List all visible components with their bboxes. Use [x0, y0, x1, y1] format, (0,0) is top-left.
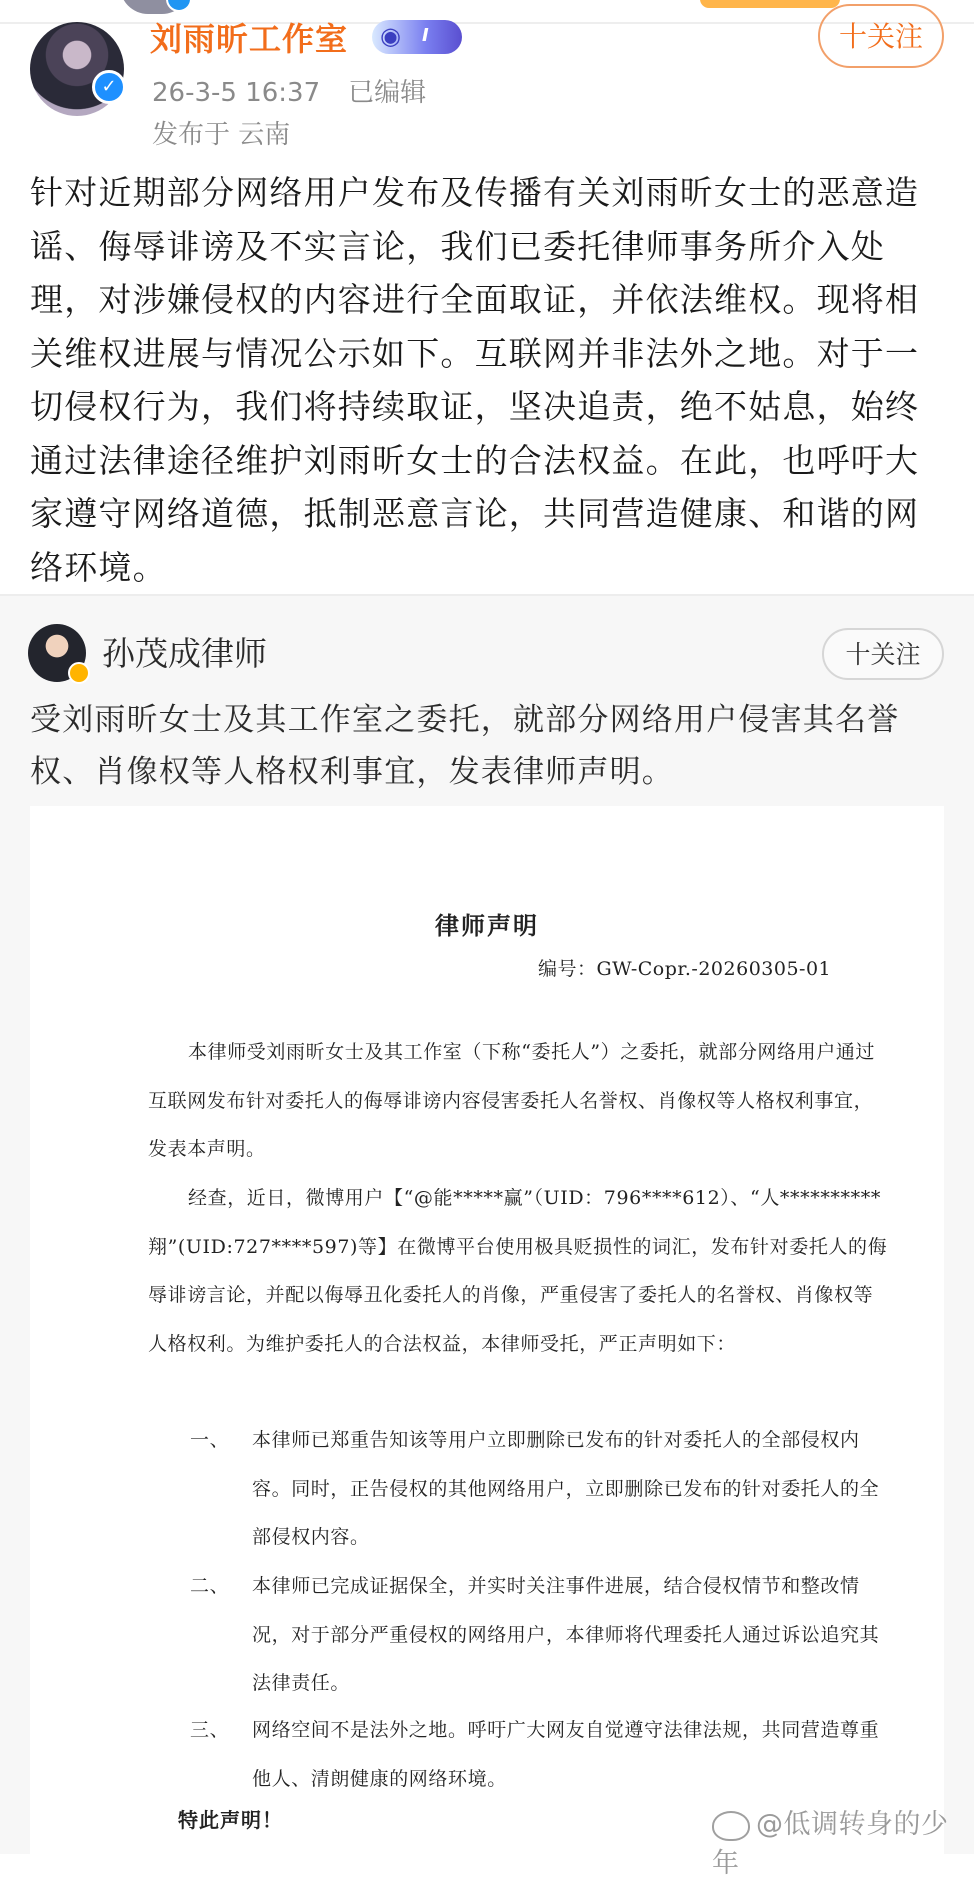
verified-icon: ✓ — [92, 70, 126, 104]
repost-follow-button[interactable]: 十关注 — [822, 628, 944, 680]
statement-item-number: 二、 — [190, 1575, 230, 1597]
verified-icon — [68, 662, 90, 684]
top-action-button[interactable] — [700, 0, 840, 8]
statement-number: 编号：GW-Copr.-20260305-01 — [538, 958, 832, 980]
watermark-text: @低调转身的少年 — [712, 1809, 949, 1879]
previous-avatar-stub — [120, 0, 190, 14]
statement-item-number: 三、 — [190, 1719, 230, 1741]
watermark — [712, 1802, 974, 1880]
statement-closing: 特此声明！ — [178, 1808, 283, 1832]
statement-image[interactable] — [30, 806, 944, 1854]
post-timestamp: 26-3-5 16:37 — [152, 78, 321, 108]
statement-item-text: 本律师已完成证据保全，并实时关注事件进展，结合侵权情节和整改情况，对于部分严重侵权的网络用户，本律师将代理委托人通过诉讼追究其法律责任。 — [252, 1575, 880, 1694]
statement-item — [190, 1706, 890, 1803]
edited-label[interactable]: 已编辑 — [348, 78, 427, 108]
statement-paragraph: 本律师受刘雨昕女士及其工作室（下称“委托人”）之委托，就部分网络用户通过互联网发布针对委托人的侮辱诽谤内容侵害委托人名誉权、肖像权等人格权利事宜，发表本声明。 — [148, 1041, 876, 1160]
repost-body: 受刘雨昕女士及其工作室之委托，就部分网络用户侵害其名誉权、肖像权等人格权利事宜，发表律师声明。 — [30, 702, 900, 790]
statement-paragraph: 经查，近日，微博用户【“@能*****赢”（UID：796****612）、“人**********翔”(UID:727****597)等】在微博平台使用极具贬损性的词汇，发布针对委托人的侮辱诽谤言论，并配以侮辱丑化委托人的肖像，严重侵害了委托人的名誉权、肖像权等人格权利。为维护委托人的合法权益，本律师受托，严正声明如下： — [148, 1187, 888, 1355]
author-name[interactable]: 刘雨昕工作室 — [150, 20, 349, 58]
level-badge-text: I — [422, 25, 429, 46]
follow-button[interactable]: 十关注 — [818, 4, 944, 68]
statement-title: 律师声明 — [435, 911, 539, 940]
statement-item-text: 本律师已郑重告知该等用户立即删除已发布的针对委托人的全部侵权内容。同时，正告侵权的其他网络用户，立即删除已发布的针对委托人的全部侵权内容。 — [252, 1429, 880, 1548]
statement-item — [190, 1562, 890, 1708]
statement-item-number: 一、 — [190, 1429, 230, 1451]
post-location: 发布于 云南 — [152, 120, 291, 150]
post-body: 针对近期部分网络用户发布及传播有关刘雨昕女士的恶意造谣、侮辱诽谤及不实言论，我们已委托律师事务所介入处理，对涉嫌侵权的内容进行全面取证，并依法维权。现将相关维权进展与情况公示如下。互联网并非法外之地。对于一切侵权行为，我们将持续取证，坚决追责，绝不姑息，始终通过法律途径维护刘雨昕女士的合法权益。在此，也呼吁大家遵守网络道德，抵制恶意言论，共同营造健康、和谐的网络环境。 — [30, 173, 920, 587]
weibo-icon — [712, 1811, 750, 1841]
repost-author-name[interactable]: 孙茂成律师 — [102, 634, 267, 673]
level-badge[interactable] — [372, 20, 462, 54]
statement-item-text: 网络空间不是法外之地。呼吁广大网友自觉遵守法律法规，共同营造尊重他人、清朗健康的网络环境。 — [252, 1719, 880, 1790]
statement-item — [190, 1416, 890, 1562]
verified-icon — [166, 0, 192, 12]
post-meta — [152, 72, 454, 109]
level-badge-icon: ◉ — [380, 22, 401, 50]
